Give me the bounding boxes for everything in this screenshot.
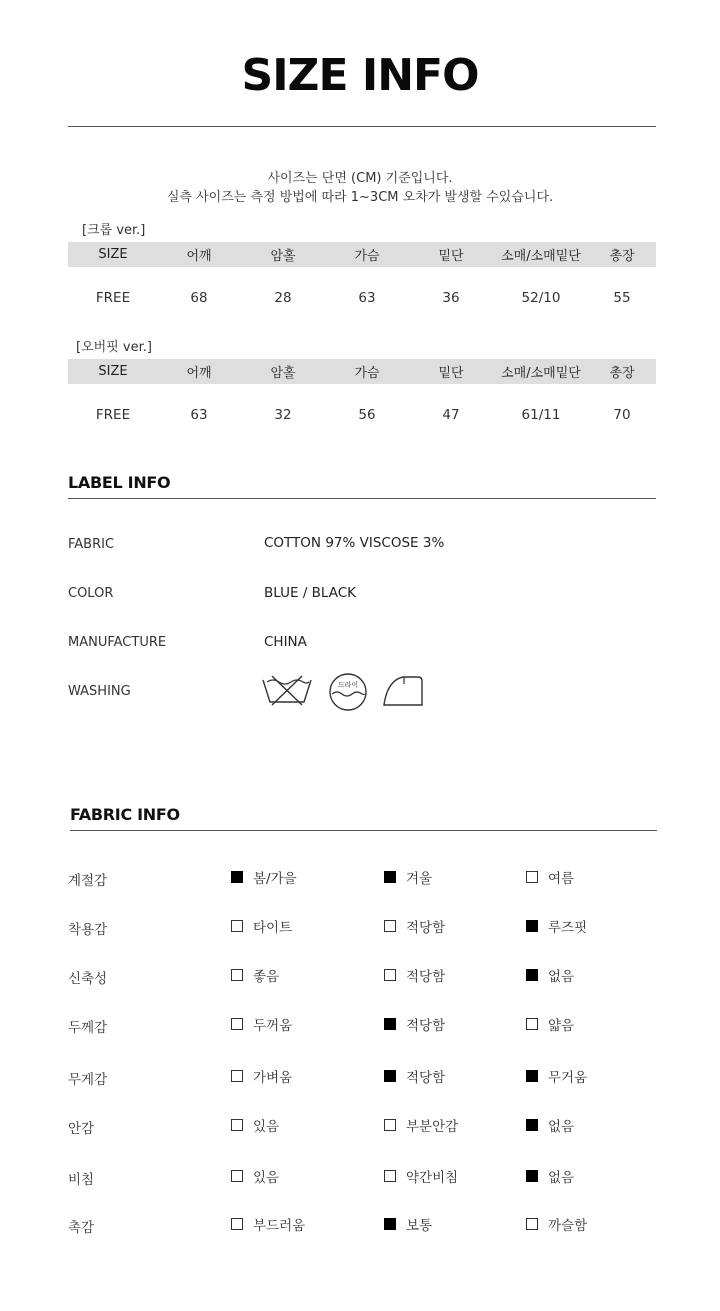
iron-body xyxy=(384,677,422,705)
fabric-option xyxy=(526,868,574,886)
fabric-info-title: FABRIC INFO xyxy=(70,805,180,824)
fabric-attribute-label: 촉감 xyxy=(68,1220,95,1236)
fabric-option xyxy=(526,1167,574,1185)
checked-box-icon xyxy=(384,1218,396,1230)
unchecked-box-icon xyxy=(231,1218,243,1230)
fabric-option-label: 여름 xyxy=(548,871,575,887)
fabric-option-label: 있음 xyxy=(253,1170,280,1186)
col-header-sleeve: 소매/소매밑단 xyxy=(494,359,588,384)
crop-version-label: [크롭 ver.] xyxy=(82,223,146,238)
col-header-armhole: 암홀 xyxy=(240,359,326,384)
table-header-row xyxy=(68,359,656,384)
overfit-size-table xyxy=(68,359,656,445)
unchecked-box-icon xyxy=(384,969,396,981)
iron-icon xyxy=(382,672,426,708)
checked-box-icon xyxy=(526,920,538,932)
fabric-option-label: 없음 xyxy=(548,1170,575,1186)
fabric-option xyxy=(526,1067,587,1085)
fabric-value: COTTON 97% VISCOSE 3% xyxy=(264,535,445,551)
fabric-key: FABRIC xyxy=(68,537,115,552)
label-info-divider xyxy=(68,498,656,499)
fabric-option xyxy=(384,1215,432,1233)
fabric-option xyxy=(231,1116,279,1134)
cell-length: 55 xyxy=(613,289,631,306)
fabric-option-label: 좋음 xyxy=(253,969,280,985)
unchecked-box-icon xyxy=(231,1018,243,1030)
checked-box-icon xyxy=(526,1070,538,1082)
color-value: BLUE / BLACK xyxy=(264,585,357,601)
cell-chest: 63 xyxy=(358,289,376,306)
fabric-option-label: 무거움 xyxy=(548,1070,588,1086)
unchecked-box-icon xyxy=(231,1170,243,1182)
col-header-hem: 밑단 xyxy=(408,242,494,267)
label-info-title: LABEL INFO xyxy=(68,473,171,492)
checked-box-icon xyxy=(231,871,243,883)
cell-armhole: 32 xyxy=(274,406,292,423)
checked-box-icon xyxy=(526,969,538,981)
size-note-line-1: 사이즈는 단면 (CM) 기준입니다. xyxy=(267,171,453,186)
fabric-option-label: 까슬함 xyxy=(548,1218,588,1234)
cell-length: 70 xyxy=(613,406,631,423)
fabric-option xyxy=(526,1215,587,1233)
col-header-chest: 가슴 xyxy=(326,359,408,384)
fabric-option-label: 루즈핏 xyxy=(548,920,588,936)
no-wash-wave xyxy=(267,680,309,684)
fabric-option-label: 없음 xyxy=(548,969,575,985)
cell-size: FREE xyxy=(95,289,131,306)
fabric-option-label: 적당함 xyxy=(406,920,446,936)
fabric-option-label: 보통 xyxy=(406,1218,433,1234)
unchecked-box-icon xyxy=(231,920,243,932)
fabric-option xyxy=(384,1116,458,1134)
fabric-option-label: 가벼움 xyxy=(253,1070,293,1086)
fabric-attribute-label: 비침 xyxy=(68,1172,95,1188)
fabric-option xyxy=(231,1215,305,1233)
fabric-option-label: 약간비침 xyxy=(406,1170,459,1186)
fabric-option-label: 타이트 xyxy=(253,920,293,936)
col-header-shoulder: 어깨 xyxy=(158,242,240,267)
fabric-option xyxy=(231,1167,279,1185)
color-key: COLOR xyxy=(68,586,114,601)
unchecked-box-icon xyxy=(526,871,538,883)
col-header-chest: 가슴 xyxy=(326,242,408,267)
fabric-option-label: 겨울 xyxy=(406,871,433,887)
fabric-option xyxy=(384,917,445,935)
crop-size-table xyxy=(68,242,656,328)
unchecked-box-icon xyxy=(384,1170,396,1182)
fabric-option-label: 없음 xyxy=(548,1119,575,1135)
col-header-hem: 밑단 xyxy=(408,359,494,384)
fabric-attribute-label: 안감 xyxy=(68,1121,95,1137)
fabric-option-label: 두꺼움 xyxy=(253,1018,293,1034)
fabric-option xyxy=(384,1015,445,1033)
fabric-option xyxy=(384,966,445,984)
cell-sleeve: 52/10 xyxy=(521,289,561,306)
checked-box-icon xyxy=(384,1070,396,1082)
unchecked-box-icon xyxy=(231,1119,243,1131)
fabric-option-label: 있음 xyxy=(253,1119,280,1135)
fabric-option xyxy=(231,868,297,886)
fabric-attribute-label: 계절감 xyxy=(68,873,108,889)
overfit-version-label: [오버핏 ver.] xyxy=(76,340,152,355)
table-header-row xyxy=(68,242,656,267)
fabric-option xyxy=(526,917,587,935)
fabric-option xyxy=(231,1015,292,1033)
manufacture-key: MANUFACTURE xyxy=(68,635,167,650)
title-divider xyxy=(68,126,656,127)
checked-box-icon xyxy=(384,871,396,883)
unchecked-box-icon xyxy=(526,1218,538,1230)
unchecked-box-icon xyxy=(231,969,243,981)
cell-shoulder: 63 xyxy=(190,406,208,423)
no-wash-icon xyxy=(260,672,314,708)
unchecked-box-icon xyxy=(526,1018,538,1030)
dry-clean-text: 드라이 xyxy=(337,681,359,689)
fabric-option xyxy=(384,1167,458,1185)
table-row xyxy=(68,267,656,328)
unchecked-box-icon xyxy=(384,1119,396,1131)
table-row xyxy=(68,384,656,445)
cell-hem: 47 xyxy=(442,406,460,423)
fabric-option xyxy=(526,1015,574,1033)
fabric-option-label: 부드러움 xyxy=(253,1218,306,1234)
fabric-option xyxy=(231,917,292,935)
fabric-attribute-label: 두께감 xyxy=(68,1020,108,1036)
fabric-option xyxy=(384,1067,445,1085)
fabric-info-divider xyxy=(70,830,657,831)
unchecked-box-icon xyxy=(384,920,396,932)
cell-size: FREE xyxy=(95,406,131,423)
cell-shoulder: 68 xyxy=(190,289,208,306)
col-header-size: SIZE xyxy=(68,359,158,384)
fabric-option xyxy=(384,868,432,886)
manufacture-value: CHINA xyxy=(264,634,307,650)
cell-chest: 56 xyxy=(358,406,376,423)
col-header-length: 총장 xyxy=(588,359,656,384)
cell-armhole: 28 xyxy=(274,289,292,306)
checked-box-icon xyxy=(384,1018,396,1030)
cell-sleeve: 61/11 xyxy=(521,406,561,423)
washing-key: WASHING xyxy=(68,684,131,699)
unchecked-box-icon xyxy=(231,1070,243,1082)
fabric-option-label: 적당함 xyxy=(406,969,446,985)
checked-box-icon xyxy=(526,1170,538,1182)
fabric-option-label: 부분안감 xyxy=(406,1119,459,1135)
dry-clean-wave xyxy=(332,692,365,696)
cell-hem: 36 xyxy=(442,289,460,306)
col-header-sleeve: 소매/소매밑단 xyxy=(494,242,588,267)
fabric-attribute-label: 무게감 xyxy=(68,1072,108,1088)
col-header-armhole: 암홀 xyxy=(240,242,326,267)
col-header-size: SIZE xyxy=(68,242,158,267)
page-title: SIZE INFO xyxy=(241,50,479,101)
fabric-option-label: 얇음 xyxy=(548,1018,575,1034)
size-note-line-2: 실측 사이즈는 측정 방법에 따라 1~3CM 오차가 발생할 수있습니다. xyxy=(166,190,554,205)
col-header-length: 총장 xyxy=(588,242,656,267)
checked-box-icon xyxy=(526,1119,538,1131)
fabric-option xyxy=(231,1067,292,1085)
col-header-shoulder: 어깨 xyxy=(158,359,240,384)
fabric-option xyxy=(526,1116,574,1134)
fabric-attribute-label: 신축성 xyxy=(68,971,108,987)
fabric-attribute-label: 착용감 xyxy=(68,922,108,938)
dry-clean-icon xyxy=(327,672,369,712)
fabric-option xyxy=(526,966,574,984)
fabric-option-label: 적당함 xyxy=(406,1018,446,1034)
fabric-option xyxy=(231,966,279,984)
fabric-option-label: 봄/가을 xyxy=(253,871,297,887)
fabric-option-label: 적당함 xyxy=(406,1070,446,1086)
